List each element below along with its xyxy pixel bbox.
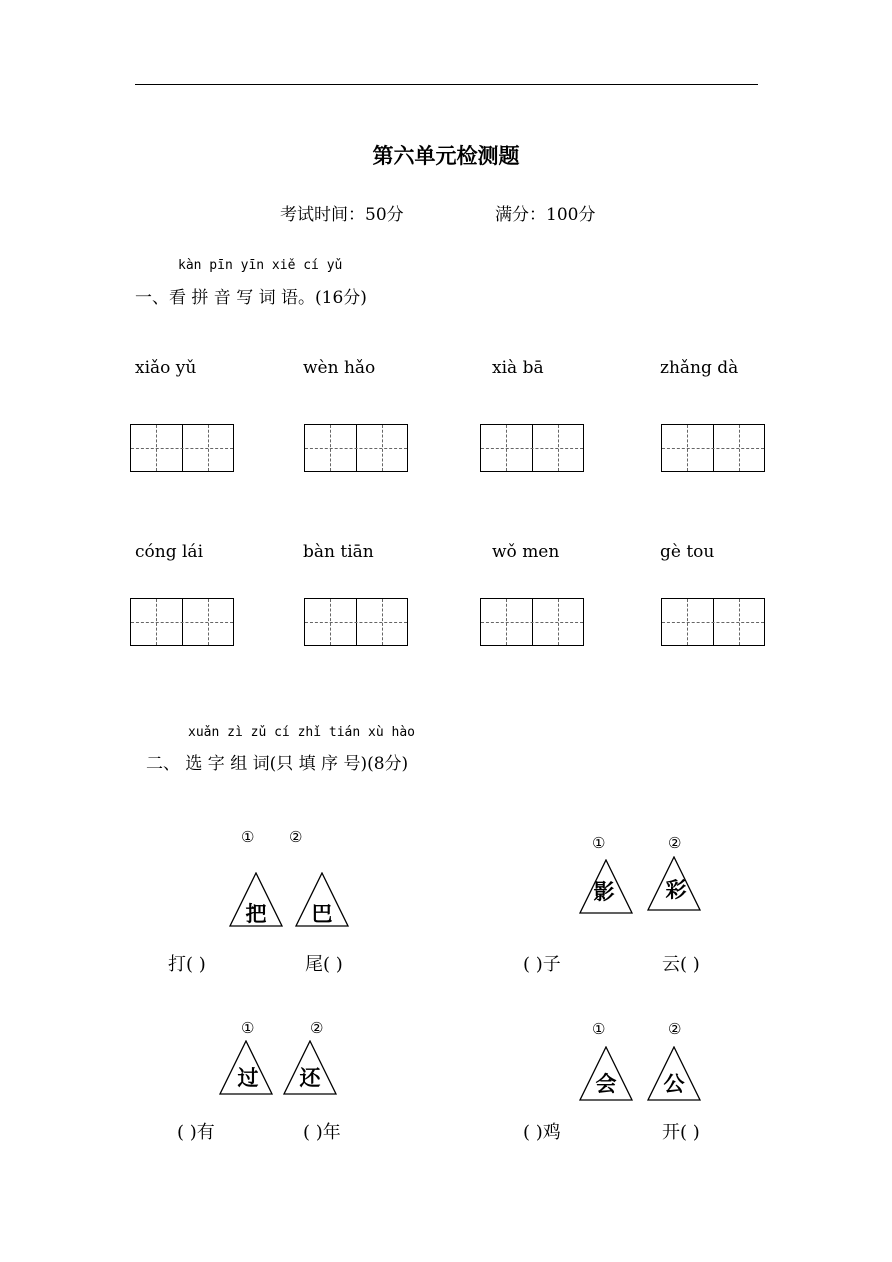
- option-char: 把: [245, 902, 267, 926]
- writing-grid[interactable]: [130, 598, 234, 646]
- option-char: 彩: [665, 878, 687, 902]
- full-score: 满分：100分: [495, 205, 596, 225]
- writing-grid[interactable]: [661, 424, 765, 472]
- answer-blank[interactable]: ( )子: [523, 954, 561, 975]
- answer-blank[interactable]: ( )有: [177, 1122, 215, 1143]
- option-char: 公: [663, 1072, 685, 1096]
- answer-blank[interactable]: 云( ): [662, 954, 700, 975]
- section1-heading: 一、看 拼 音 写 词 语。(16分): [135, 288, 367, 308]
- answer-blank[interactable]: 尾( ): [305, 954, 343, 975]
- option-number: ①: [592, 834, 606, 852]
- option-char: 影: [593, 880, 615, 904]
- section2-pinyin: xuǎn zì zǔ cí zhǐ tián xù hào: [188, 725, 415, 740]
- option-char: 过: [237, 1066, 259, 1090]
- option-number: ①: [241, 828, 255, 846]
- section2-heading: 二、 选 字 组 词(只 填 序 号)(8分): [146, 754, 409, 774]
- writing-grid[interactable]: [480, 424, 584, 472]
- answer-blank[interactable]: ( )年: [303, 1122, 341, 1143]
- pinyin-word: xiǎo yǔ: [135, 358, 197, 378]
- pinyin-word: xià bā: [492, 358, 544, 378]
- pinyin-word: zhǎng dà: [660, 358, 739, 378]
- answer-blank[interactable]: ( )鸡: [523, 1122, 561, 1143]
- option-char: 会: [595, 1072, 617, 1096]
- exam-time: 考试时间：50分: [280, 205, 404, 225]
- option-char: 还: [299, 1066, 321, 1090]
- pinyin-word: bàn tiān: [303, 542, 374, 562]
- option-number: ②: [289, 828, 303, 846]
- pinyin-word: wèn hǎo: [303, 358, 376, 378]
- option-number: ①: [592, 1020, 606, 1038]
- option-number: ①: [241, 1019, 255, 1037]
- pinyin-word: wǒ men: [492, 542, 560, 562]
- section1-pinyin: kàn pīn yīn xiě cí yǔ: [178, 258, 343, 273]
- answer-blank[interactable]: 开( ): [662, 1122, 700, 1143]
- writing-grid[interactable]: [304, 424, 408, 472]
- option-number: ②: [668, 834, 682, 852]
- writing-grid[interactable]: [130, 424, 234, 472]
- pinyin-word: cóng lái: [135, 542, 203, 562]
- writing-grid[interactable]: [661, 598, 765, 646]
- page-title: 第六单元检测题: [372, 144, 520, 168]
- pinyin-word: gè tou: [660, 542, 715, 562]
- top-rule: [135, 84, 758, 85]
- option-number: ②: [310, 1019, 324, 1037]
- writing-grid[interactable]: [480, 598, 584, 646]
- option-char: 巴: [311, 902, 333, 926]
- option-number: ②: [668, 1020, 682, 1038]
- writing-grid[interactable]: [304, 598, 408, 646]
- answer-blank[interactable]: 打( ): [168, 954, 206, 975]
